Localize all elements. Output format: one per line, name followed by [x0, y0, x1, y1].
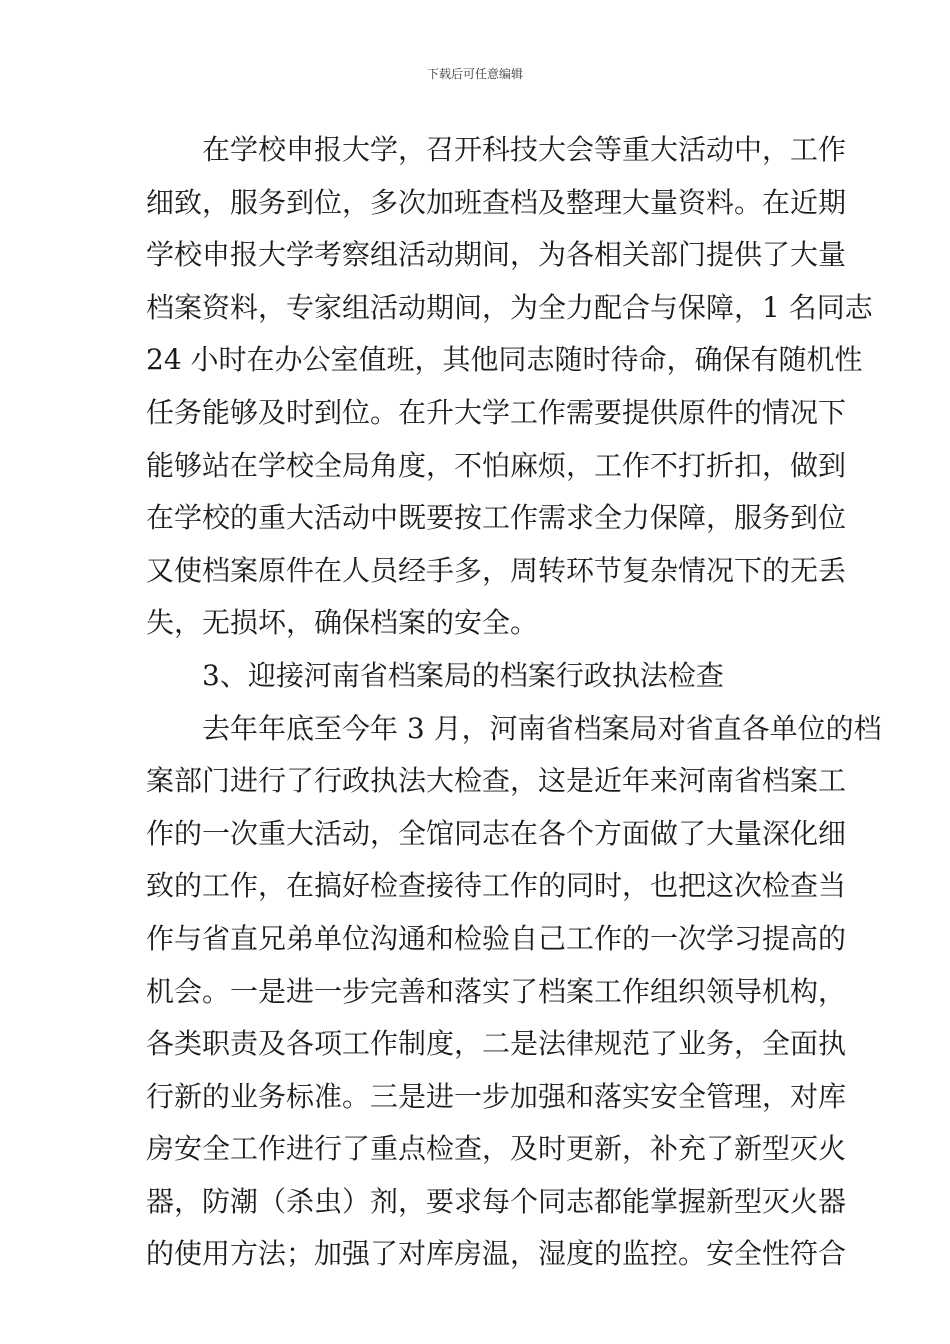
paragraph-line: 机会。一是进一步完善和落实了档案工作组织领导机构，: [146, 974, 847, 1008]
paragraph-line: 致的工作，在搞好检查接待工作的同时，也把这次检查当: [146, 869, 847, 903]
paragraph-line: 学校申报大学考察组活动期间，为各相关部门提供了大量: [146, 238, 847, 272]
paragraph-line: 各类职责及各项工作制度，二是法律规范了业务，全面执: [146, 1027, 847, 1061]
paragraph-line: 去年年底至今年 3 月，河南省档案局对省直各单位的档: [202, 711, 882, 745]
paragraph-line: 器，防潮（杀虫）剂，要求每个同志都能掌握新型灭火器: [146, 1184, 847, 1218]
paragraph-line: 在学校的重大活动中既要按工作需求全力保障，服务到位: [146, 501, 847, 535]
paragraph-line: 的使用方法；加强了对库房温，湿度的监控。安全性符合: [146, 1237, 847, 1271]
paragraph-line: 档案资料，专家组活动期间，为全力配合与保障，1 名同志: [146, 290, 873, 324]
paragraph-line: 细致，服务到位，多次加班查档及整理大量资料。在近期: [146, 185, 847, 219]
paragraph-line: 任务能够及时到位。在升大学工作需要提供原件的情况下: [146, 395, 847, 429]
paragraph-line: 房安全工作进行了重点检查，及时更新，补充了新型灭火: [146, 1132, 847, 1166]
paragraph-line: 作的一次重大活动，全馆同志在各个方面做了大量深化细: [146, 816, 847, 850]
paragraph-line: 作与省直兄弟单位沟通和检验自己工作的一次学习提高的: [146, 921, 847, 955]
paragraph-line: 案部门进行了行政执法大检查，这是近年来河南省档案工: [146, 764, 847, 798]
section-heading: 3、迎接河南省档案局的档案行政执法检查: [202, 658, 724, 692]
paragraph-line: 24 小时在办公室值班，其他同志随时待命，确保有随机性: [146, 343, 863, 377]
paragraph-line: 又使档案原件在人员经手多，周转环节复杂情况下的无丢: [146, 553, 847, 587]
page-header: 下载后可任意编辑: [426, 67, 523, 81]
paragraph-line: 行新的业务标准。三是进一步加强和落实安全管理，对库: [146, 1079, 847, 1113]
document-body: [146, 124, 882, 1281]
paragraph-line: 在学校申报大学，召开科技大会等重大活动中，工作: [202, 133, 847, 166]
paragraph-line: 失，无损坏，确保档案的安全。: [146, 606, 539, 640]
paragraph-line: 能够站在学校全局角度，不怕麻烦，工作不打折扣，做到: [146, 448, 847, 482]
